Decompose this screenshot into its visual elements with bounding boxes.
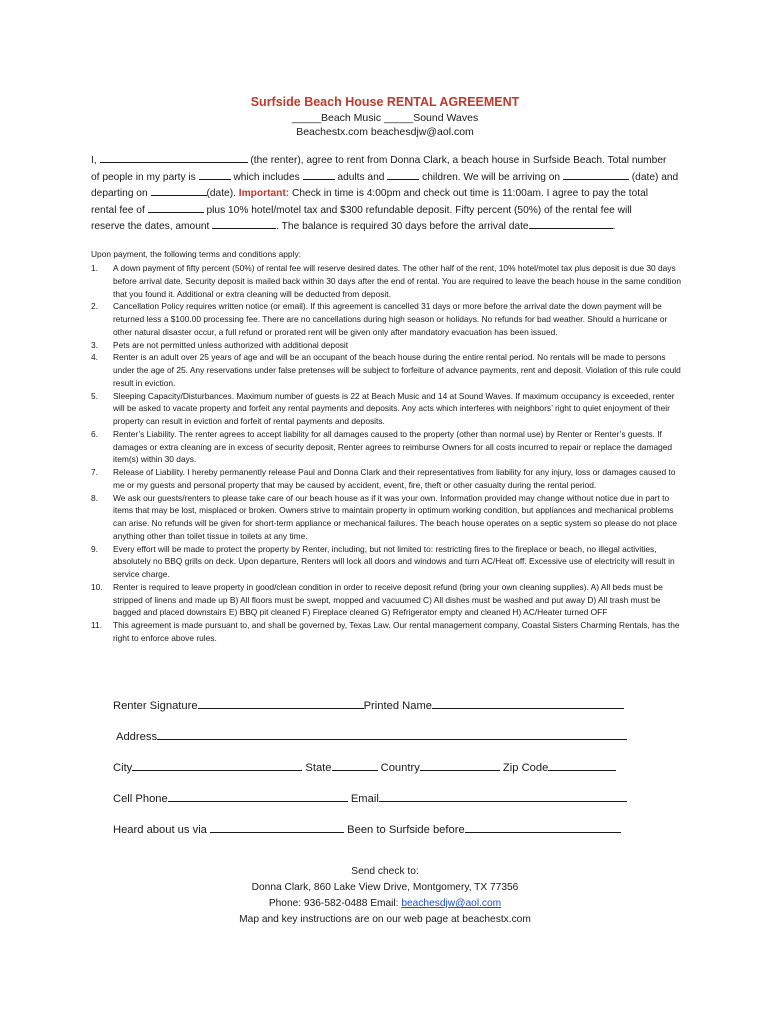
balance-date-blank[interactable]	[529, 219, 613, 229]
zip-code-field[interactable]	[548, 759, 616, 771]
important-label: Important:	[238, 188, 290, 199]
state-field[interactable]	[332, 759, 378, 771]
reserve-amount-blank[interactable]	[212, 219, 276, 229]
city-field[interactable]	[132, 759, 302, 771]
printed-name-field[interactable]	[432, 697, 624, 709]
intro-line-4: rental fee of plus 10% hotel/motel tax and $300 refundable deposit. Fifty percent (50%) of the rental fee will	[91, 205, 632, 216]
city-label: City	[113, 762, 133, 774]
term-item: 7. Release of Liability. I hereby permanently release Paul and Donna Clark and their representatives from liability for any injury, loss or damages caused to me or my guests and personal property that may be caused by accident, event, fire, theft or other casualty during the rental period.	[91, 467, 676, 490]
address-label: Address	[116, 731, 158, 743]
state-label: State	[305, 762, 332, 774]
printed-name-label: Printed Name	[363, 700, 432, 712]
send-check-heading: Send check to:	[351, 866, 419, 877]
been-to-surfside-field[interactable]	[465, 821, 621, 833]
contact-line: Beachestx.com beachesdjw@aol.com	[296, 126, 474, 138]
term-item: 10. Renter is required to leave property in good/clean condition in order to receive deposit refund (bring your own cleaning supplies). A) All beds must be stripped of linens and made up B) All floors must be swept, mopped and vacuumed C) All dishes must be washed and put away D) All trash must be bagged and placed downstairs E) BBQ pit cleaned F) Fireplace cleaned G) Refrigerator empty and cleaned H) AC/Heater turned OFF	[91, 581, 663, 618]
term-item: 3. Pets are not permitted unless authorized with additional deposit	[91, 339, 349, 350]
term-item: 6. Renter’s Liability. The renter agrees to accept liability for all damages caused to the property (other than normal use) by Renter or Renter’s guests. If damages or extra cleaning are in excess of security deposit, Renter agrees to reimburse Owners for all costs incurred to repair or replace the damaged item(s) within 30 days.	[91, 428, 673, 465]
heard-about-field[interactable]	[210, 821, 344, 833]
referral-row	[113, 821, 621, 836]
renter-name-blank[interactable]	[100, 153, 248, 163]
rental-fee-blank[interactable]	[148, 203, 204, 213]
term-item: 4. Renter is an adult over 25 years of age and will be an occupant of the beach house during the entire rental period. No rentals will be made to persons under the age of 25. Any reservations under false pretenses will be subject to forfeiture of advance payments, rent and deposit. Violation of this rule could result in eviction.	[91, 352, 681, 388]
country-label: Country	[380, 762, 420, 774]
email-label: Email	[350, 793, 379, 805]
house-options-line: _____Beach Music _____Sound Waves	[291, 112, 479, 124]
cell-phone-label: Cell Phone	[113, 793, 168, 805]
intro-line-1: I, (the renter), agree to rent from Donna Clark, a beach house in Surfside Beach. Total number	[91, 155, 667, 166]
city-row	[113, 759, 616, 774]
document-title: Surfside Beach House RENTAL AGREEMENT	[250, 95, 520, 109]
email-field[interactable]	[379, 790, 627, 802]
term-item: 5. Sleeping Capacity/Disturbances. Maximum number of guests is 22 at Beach Music and 14 at Sound Waves. If maximum occupancy is exceeded, renter will be asked to vacate property and forfeit any rental payments and deposits. Any acts which interferes with neighbors’ right to quiet enjoyment of their property can result in eviction and forfeit of rental payments and deposits.	[91, 390, 675, 426]
address-row	[116, 728, 627, 743]
intro-line-5: reserve the dates, amount . The balance is required 30 days before the arrival date .	[91, 221, 616, 232]
term-item: 8. We ask our guests/renters to please take care of our beach house as if it was your own. Information provided may change without notice due in part to items that may be lost, misplaced or broken. Owners strive to maintain property in optimum working condition, but appliances and mechanical problems can arise. No refunds will be given for short-term appliance or mechanical failures. The beach house operates on a septic system so please do not place anything other than toilet tissue in toilets at any time.	[91, 492, 678, 541]
country-field[interactable]	[420, 759, 500, 771]
party-size-blank[interactable]	[199, 170, 231, 180]
term-item: 2. Cancellation Policy requires written notice (or email). If this agreement is cancelled 31 days or more before the arrival date the down payment will be returned less a $100.00 processing fee. There are no cancellations during high season or holidays. No refunds for bad weather. Should a hurricane or other natural disaster occur, a full refund or prorated rent will be given only after mandatory evacuation has been issued.	[91, 301, 668, 337]
renter-signature-label: Renter Signature	[113, 700, 198, 712]
term-item: 1. A down payment of fifty percent (50%) of rental fee will reserve desired dates. The other half of the rent, 10% hotel/motel tax plus deposit is due 30 days before arrival date. Security deposit is mailed back within 30 days after the end of rental. You are required to leave the beach house in the same condition that you found it. Additional or extra cleaning will be deducted from deposit.	[91, 263, 681, 299]
zip-code-label: Zip Code	[502, 762, 549, 774]
intro-line-3: departing on (date). Important: Check in time is 4:00pm and check out time is 11:00am. I agree to pay the total	[91, 188, 649, 199]
signature-row	[113, 697, 624, 712]
adults-blank[interactable]	[303, 170, 335, 180]
mailing-address: Donna Clark, 860 Lake View Drive, Montgomery, TX 77356	[251, 882, 519, 893]
arrival-date-blank[interactable]	[563, 170, 629, 180]
email-link[interactable]: beachesdjw@aol.com	[401, 898, 502, 909]
map-instructions: Map and key instructions are on our web page at beachestx.com	[239, 914, 531, 925]
term-item: 9. Every effort will be made to protect the property by Renter, including, but not limited to: restricting fires to the fireplace or beach, no illegal activities, absolutely no BBQ grills on deck. Upon departure, Renters will lock all doors and windows and turn AC/Heat off. Excessive use of electricity will result in service charge.	[91, 543, 675, 579]
renter-signature-field[interactable]	[198, 697, 364, 709]
children-blank[interactable]	[387, 170, 419, 180]
address-field[interactable]	[157, 728, 627, 740]
phone-row	[113, 790, 627, 805]
departure-date-blank[interactable]	[151, 186, 207, 196]
terms-list	[91, 262, 687, 645]
intro-line-2: of people in my party is which includes adults and children. We will be arriving on (date) and	[91, 172, 679, 183]
cell-phone-field[interactable]	[168, 790, 348, 802]
phone-email-line: Phone: 936-582-0488 Email: beachesdjw@aol.com	[268, 898, 502, 909]
heard-about-label: Heard about us via	[113, 824, 207, 836]
terms-heading: Upon payment, the following terms and conditions apply:	[91, 249, 301, 259]
been-to-surfside-label: Been to Surfside before	[347, 824, 465, 836]
term-item: 11. This agreement is made pursuant to, and shall be governed by, Texas Law. Our rental management company, Coastal Sisters Charming Rentals, has the right to enforce above rules.	[91, 620, 680, 643]
